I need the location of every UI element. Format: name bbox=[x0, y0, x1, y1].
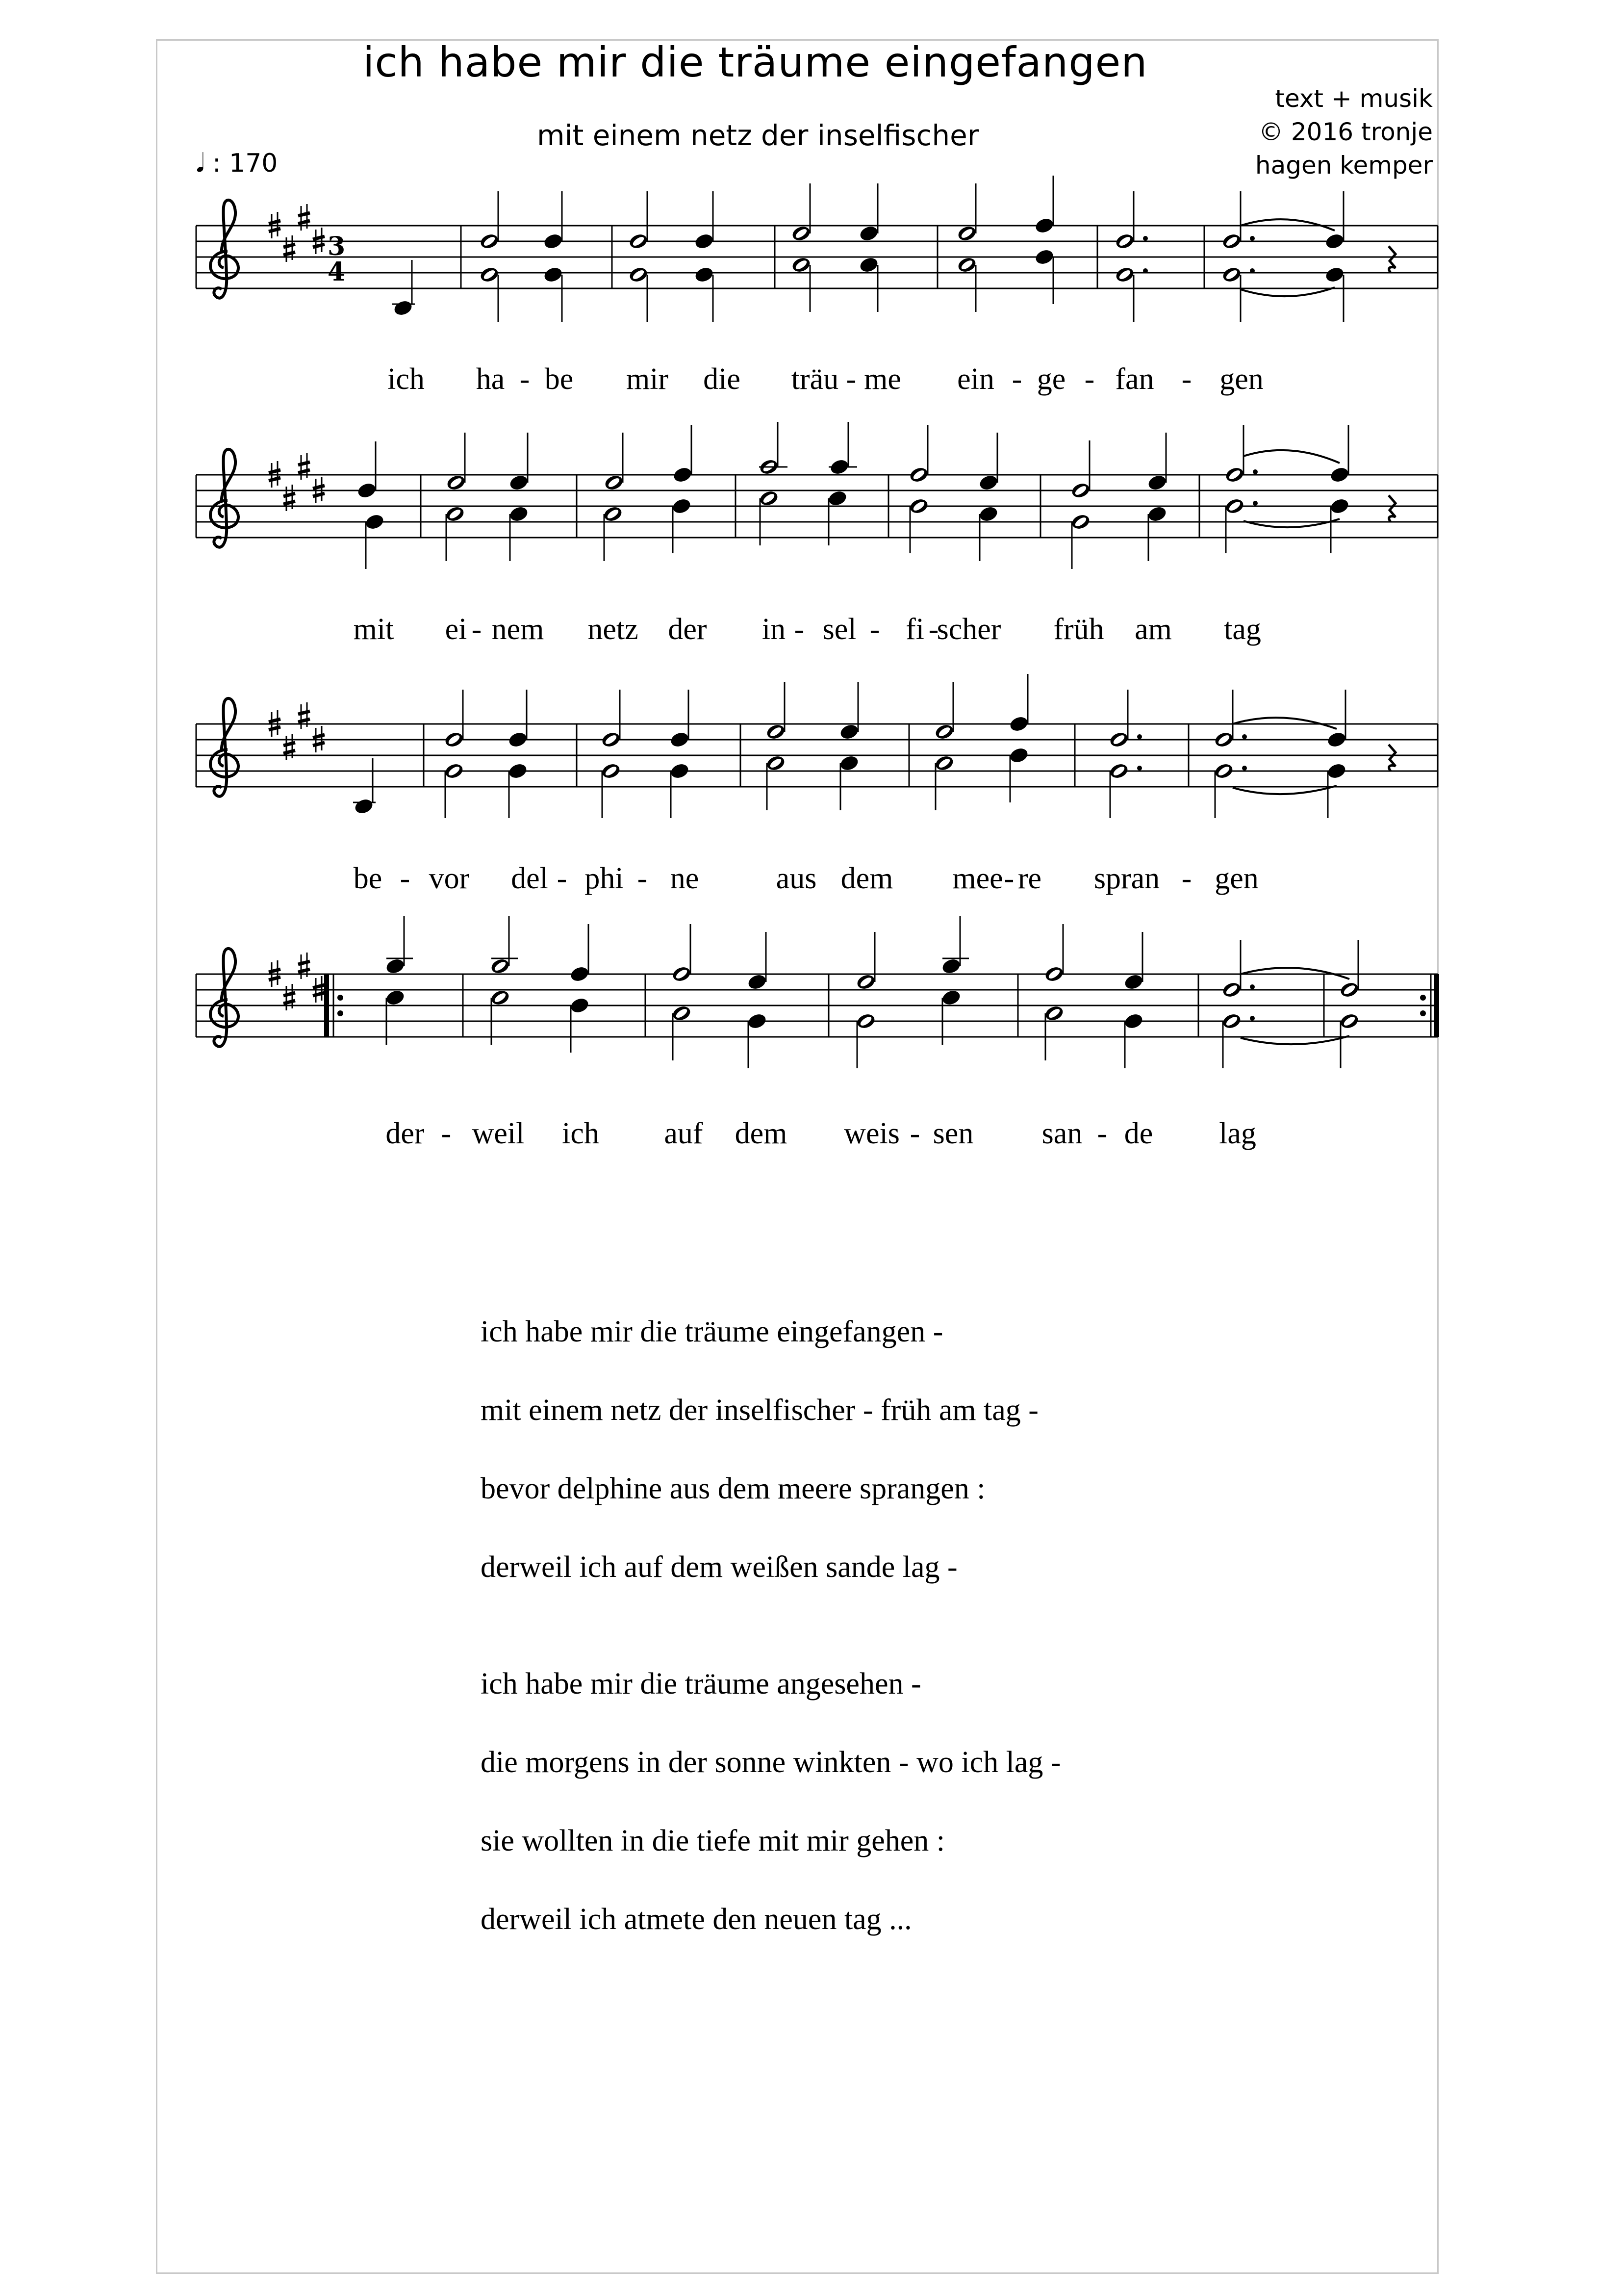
lyric-syllable: me bbox=[864, 362, 901, 396]
lyric-syllable: re bbox=[1017, 862, 1042, 895]
lyrics-line-4 bbox=[0, 1116, 1624, 1156]
lyric-syllable: der bbox=[668, 613, 707, 646]
lyric-syllable: weil bbox=[472, 1117, 525, 1150]
time-signature-bottom: 4 bbox=[328, 257, 346, 287]
treble-clef-icon bbox=[210, 949, 238, 1047]
lyric-hyphen: - bbox=[869, 613, 880, 646]
lyric-syllable: auf bbox=[664, 1117, 703, 1150]
lyric-syllable: ich bbox=[562, 1117, 599, 1150]
lyric-hyphen: - bbox=[910, 1117, 920, 1150]
sharp-icon bbox=[283, 485, 295, 511]
staff-system-3 bbox=[196, 674, 1438, 818]
lyric-syllable: der bbox=[385, 1117, 425, 1150]
lyric-syllable: san bbox=[1041, 1117, 1083, 1150]
sharp-icon bbox=[298, 702, 310, 729]
lyric-hyphen: - bbox=[1181, 862, 1192, 895]
credit-author: hagen kemper bbox=[1255, 151, 1433, 180]
lyric-syllable: fan bbox=[1115, 362, 1154, 396]
lyric-hyphen: - bbox=[519, 362, 530, 396]
lyric-syllable: mit bbox=[353, 613, 394, 646]
credit-text-music: text + musik bbox=[1275, 84, 1433, 113]
sharp-icon bbox=[283, 984, 295, 1010]
lyric-syllable: ei bbox=[445, 613, 467, 646]
lyric-syllable: ne bbox=[670, 862, 699, 895]
treble-clef-icon bbox=[210, 200, 238, 298]
poem-verse2-line2: die morgens in der sonne winkten - wo ich lag - bbox=[481, 1746, 1061, 1779]
lyric-syllable: vor bbox=[429, 862, 470, 895]
lyric-syllable: früh bbox=[1053, 613, 1104, 646]
lyrics-line-1 bbox=[0, 362, 1624, 401]
lyric-syllable: ge bbox=[1037, 362, 1066, 396]
time-signature-top: 3 bbox=[328, 232, 346, 261]
lyric-hyphen: - bbox=[637, 862, 648, 895]
lyric-syllable: lag bbox=[1219, 1117, 1256, 1150]
staff-system-2 bbox=[196, 422, 1438, 569]
poem-verse2-line3: sie wollten in die tiefe mit mir gehen : bbox=[481, 1824, 945, 1857]
lyric-hyphen: - bbox=[1181, 362, 1192, 396]
sharp-icon bbox=[283, 734, 295, 760]
lyric-syllable: in bbox=[761, 613, 786, 646]
lyrics-line-3 bbox=[0, 861, 1624, 901]
staff-system-1 bbox=[196, 176, 1438, 322]
lyric-syllable: scher bbox=[937, 613, 1001, 646]
lyric-syllable: sen bbox=[933, 1117, 974, 1150]
lyric-syllable: gen bbox=[1215, 862, 1259, 895]
lyric-hyphen: - bbox=[794, 613, 805, 646]
lyric-syllable: mee bbox=[952, 862, 1003, 895]
lyrics-line-2 bbox=[0, 612, 1624, 651]
lyric-syllable: tag bbox=[1224, 613, 1261, 646]
lyric-syllable: del bbox=[511, 862, 548, 895]
lyric-hyphen: - bbox=[1004, 862, 1015, 895]
lyric-syllable: nem bbox=[491, 613, 544, 646]
lyric-syllable: netz bbox=[587, 613, 638, 646]
lyric-hyphen: - bbox=[557, 862, 567, 895]
lyric-syllable: ein bbox=[957, 362, 994, 396]
sharp-icon bbox=[298, 953, 310, 979]
lyric-syllable: weis bbox=[844, 1117, 900, 1150]
rest-icon bbox=[1389, 495, 1396, 522]
poem-verse1-line3: bevor delphine aus dem meere sprangen : bbox=[481, 1472, 986, 1505]
lyric-syllable: am bbox=[1135, 613, 1172, 646]
lyric-hyphen: - bbox=[471, 613, 482, 646]
lyric-hyphen: - bbox=[928, 613, 939, 646]
lyric-syllable: phi bbox=[584, 862, 624, 895]
lyric-syllable: träu bbox=[791, 362, 839, 396]
lyric-hyphen: - bbox=[1084, 362, 1095, 396]
lyric-syllable: de bbox=[1124, 1117, 1153, 1150]
song-subtitle: mit einem netz der inselfischer bbox=[537, 119, 979, 152]
lyric-hyphen: - bbox=[400, 862, 410, 895]
lyric-syllable: gen bbox=[1219, 362, 1264, 396]
lyric-syllable: ich bbox=[387, 362, 425, 396]
lyric-hyphen: - bbox=[1097, 1117, 1108, 1150]
lyric-syllable: aus bbox=[776, 862, 817, 895]
lyric-syllable: be bbox=[353, 862, 382, 895]
poem-verse1-line2: mit einem netz der inselfischer - früh am tag - bbox=[481, 1393, 1039, 1427]
lyric-syllable: dem bbox=[840, 862, 893, 895]
credit-copyright: © 2016 tronje bbox=[1258, 118, 1433, 146]
rest-icon bbox=[1389, 745, 1396, 771]
poem-verse2-line4: derweil ich atmete den neuen tag ... bbox=[481, 1903, 912, 1936]
song-title: ich habe mir die träume eingefangen bbox=[363, 38, 1148, 86]
lyric-hyphen: - bbox=[846, 362, 857, 396]
lyric-syllable: die bbox=[703, 362, 740, 396]
staff-system-4 bbox=[196, 916, 1438, 1068]
lyric-hyphen: - bbox=[441, 1117, 452, 1150]
treble-clef-icon bbox=[210, 698, 238, 797]
lyric-syllable: sel bbox=[822, 613, 857, 646]
poem-verse1-line1: ich habe mir die träume eingefangen - bbox=[481, 1315, 943, 1348]
lyric-hyphen: - bbox=[1012, 362, 1022, 396]
lyric-syllable: fi bbox=[906, 613, 924, 646]
lyric-syllable: be bbox=[544, 362, 574, 396]
sharp-icon bbox=[283, 235, 295, 262]
lyric-syllable: ha bbox=[476, 362, 505, 396]
lyric-syllable: dem bbox=[735, 1117, 787, 1150]
sharp-icon bbox=[298, 204, 310, 231]
treble-clef-icon bbox=[210, 449, 238, 547]
tempo-marking: 𝅘𝅥 : 170 bbox=[196, 149, 278, 178]
poem-verse1-line4: derweil ich auf dem weißen sande lag - bbox=[481, 1550, 958, 1584]
poem-verse2-line1: ich habe mir die träume angesehen - bbox=[481, 1667, 921, 1701]
lyric-syllable: spran bbox=[1093, 862, 1160, 895]
sharp-icon bbox=[298, 453, 310, 480]
rest-icon bbox=[1389, 246, 1396, 273]
lyric-syllable: mir bbox=[626, 362, 669, 396]
